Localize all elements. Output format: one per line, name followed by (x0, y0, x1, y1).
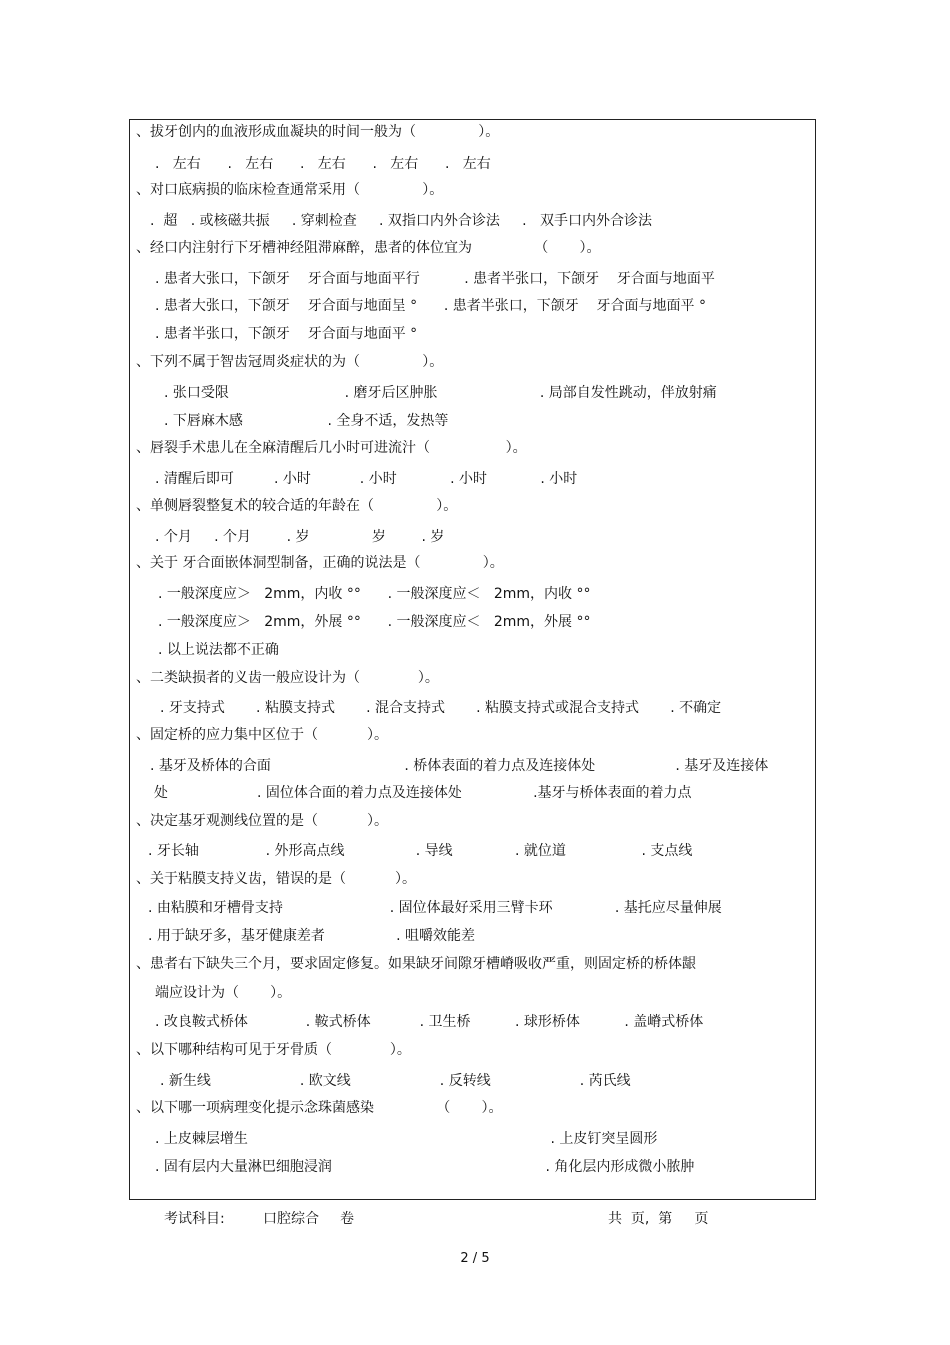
question-options: . 超 . 或核磁共振 . 穿刺检查 . 双指口内外合诊法 . 双手口内外合诊法 (150, 213, 652, 229)
question-stem: 、关于粘膜支持义齿，错误的是（ ）。 (136, 871, 416, 887)
question-stem: 、经口内注射行下牙槽神经阻滞麻醉，患者的体位宜为 （ ）。 (136, 240, 601, 256)
subject-value: 口腔综合 (263, 1211, 319, 1227)
question-options: . 改良鞍式桥体 . 鞍式桥体 . 卫生桥 . 球形桥体 . 盖嵴式桥体 (155, 1014, 704, 1030)
question-options: . 固有层内大量淋巴细胞浸润 . 角化层内形成微小脓肿 (155, 1159, 695, 1175)
question-stem: 、固定桥的应力集中区位于（ ）。 (136, 727, 388, 743)
question-options: . 患者大张口，下颌牙 牙合面与地面呈 ° . 患者半张口，下颌牙 牙合面与地面平 ° (155, 298, 707, 314)
question-stem-continued: 端应设计为（ ）。 (155, 985, 292, 1001)
question-options: . 患者大张口，下颌牙 牙合面与地面平行 . 患者半张口，下颌牙 牙合面与地面平 (155, 271, 715, 287)
subject-label: 考试科目: (164, 1211, 225, 1227)
question-options: . 用于缺牙多，基牙健康差者 . 咀嚼效能差 (148, 928, 476, 944)
question-options: . 牙支持式 . 粘膜支持式 . 混合支持式 . 粘膜支持式或混合支持式 . 不确定 (160, 700, 722, 716)
question-stem: 、二类缺损者的义齿一般应设计为（ ）。 (136, 670, 439, 686)
question-options: . 上皮棘层增生 . 上皮钉突呈圆形 (155, 1131, 658, 1147)
question-options: . 清醒后即可 . 小时 . 小时 . 小时 . 小时 (155, 471, 578, 487)
question-stem: 、关于 牙合面嵌体洞型制备，正确的说法是（ ）。 (136, 555, 504, 571)
question-stem: 、以下哪种结构可见于牙骨质（ ）。 (136, 1042, 411, 1058)
question-options: . 左右 . 左右 . 左右 . 左右 . 左右 (155, 156, 491, 172)
question-options: . 新生线 . 欧文线 . 反转线 . 芮氏线 (160, 1073, 631, 1089)
question-stem: 、患者右下缺失三个月，要求固定修复。如果缺牙间隙牙槽嵴吸收严重，则固定桥的桥体龈 (136, 956, 696, 972)
question-stem: 、单侧唇裂整复术的较合适的年龄在（ ）。 (136, 498, 458, 514)
question-options: . 患者半张口，下颌牙 牙合面与地面平 ° (155, 326, 418, 342)
question-options: . 由粘膜和牙槽骨支持 . 固位体最好采用三臂卡环 . 基托应尽量伸展 (148, 900, 722, 916)
paper-label: 卷 (340, 1211, 354, 1227)
question-options: 处 . 固位体合面的着力点及连接体处 .基牙与桥体表面的着力点 (154, 785, 692, 801)
question-options: . 一般深度应＞ 2mm，内收 °° . 一般深度应＜ 2mm，内收 °° (158, 586, 591, 602)
question-options: . 张口受限 . 磨牙后区肿胀 . 局部自发性跳动，伴放射痛 (164, 385, 717, 401)
question-options: . 以上说法都不正确 (158, 642, 279, 658)
question-stem: 、下列不属于智齿冠周炎症状的为（ ）。 (136, 354, 444, 370)
question-stem: 、拔牙创内的血液形成血凝块的时间一般为（ ）。 (136, 124, 500, 140)
question-options: . 牙长轴 . 外形高点线 . 导线 . 就位道 . 支点线 (148, 843, 693, 859)
question-options: . 下唇麻木感 . 全身不适，发热等 (164, 413, 449, 429)
question-stem: 、决定基牙观测线位置的是（ ）。 (136, 813, 388, 829)
question-stem: 、对口底病损的临床检查通常采用（ ）。 (136, 182, 444, 198)
question-options: . 一般深度应＞ 2mm，外展 °° . 一般深度应＜ 2mm，外展 °° (158, 614, 591, 630)
page-info: 共 页, 第 页 (608, 1211, 709, 1227)
question-options: . 个月 . 个月 . 岁 岁 . 岁 (155, 529, 445, 545)
question-options: . 基牙及桥体的合面 . 桥体表面的着力点及连接体处 . 基牙及连接体 (150, 758, 769, 774)
page-number: 2 / 5 (460, 1251, 490, 1266)
question-stem: 、唇裂手术患儿在全麻清醒后几小时可进流汁（ ）。 (136, 440, 527, 456)
question-stem: 、以下哪一项病理变化提示念珠菌感染 （ ）。 (136, 1100, 503, 1116)
